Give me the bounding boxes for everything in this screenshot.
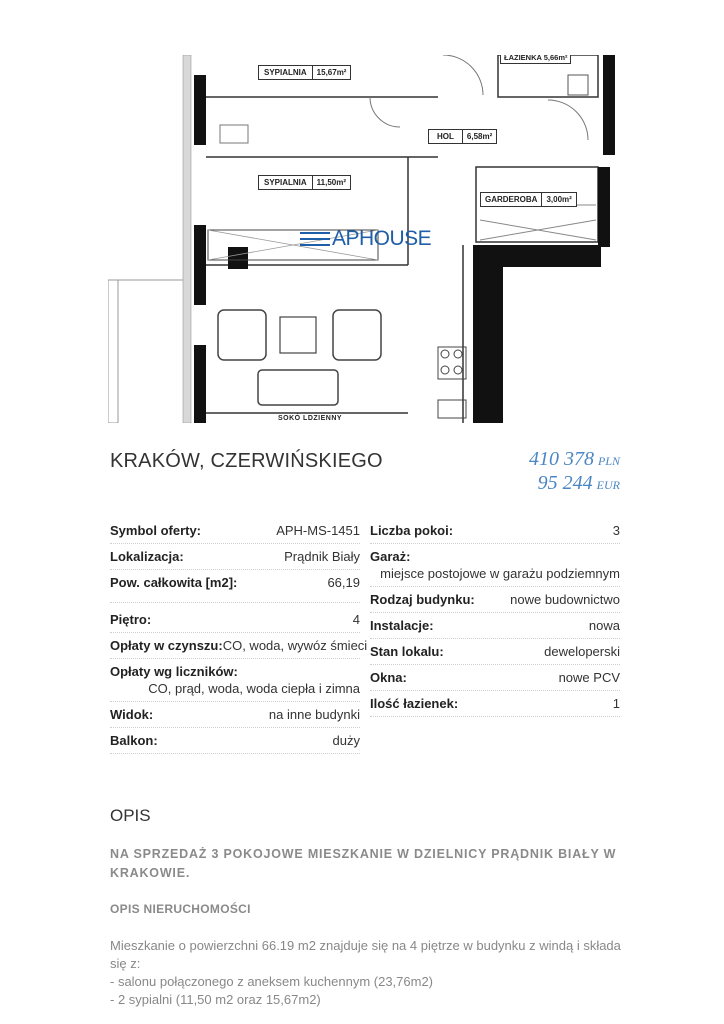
detail-label: Piętro: (110, 612, 152, 627)
description-list-item: - 2 sypialni (11,50 m2 oraz 15,67m2) (110, 992, 321, 1007)
listing-location-title: KRAKÓW, CZERWIŃSKIEGO (110, 450, 383, 472)
detail-pietro (110, 603, 360, 633)
detail-value: Prądnik Biały (284, 549, 360, 564)
description-subtitle: OPIS NIERUCHOMOŚCI (110, 902, 251, 916)
room-area: 15,67m² (316, 68, 347, 77)
detail-symbol-oferty (110, 518, 360, 544)
currency-pln: PLN (597, 454, 620, 468)
detail-value: 66,19 (327, 575, 360, 590)
room-label-sypialnia-1 (258, 65, 351, 80)
detail-okna (370, 665, 620, 691)
detail-instalacje (370, 613, 620, 639)
detail-label: Opłaty wg liczników: (110, 664, 238, 679)
price-pln: 410 378 (528, 448, 594, 470)
logo-stripes-icon (300, 232, 330, 246)
floor-plan-image (108, 55, 648, 423)
section-title-opis: OPIS (110, 806, 151, 825)
detail-value: duży (332, 733, 360, 748)
detail-label: Instalacje: (370, 618, 434, 633)
detail-garaz (370, 544, 620, 587)
detail-label: Liczba pokoi: (370, 523, 454, 538)
room-label-hol (428, 129, 497, 144)
detail-value: CO, prąd, woda, woda ciepła i zimna (148, 681, 360, 696)
detail-balkon (110, 728, 360, 754)
room-name: HOL (429, 130, 463, 143)
room-area: 11,50m² (316, 178, 347, 187)
detail-widok (110, 702, 360, 728)
room-area: 3,00m² (546, 195, 572, 204)
room-label-lazienka: ŁAZIENKA 5,66m² (500, 55, 571, 64)
room-label-salon: SOKÓ LDZIENNY (278, 415, 343, 422)
detail-label: Symbol oferty: (110, 523, 202, 538)
detail-label: Garaż: (370, 549, 411, 564)
detail-value: nowe PCV (558, 670, 620, 685)
detail-value: deweloperski (544, 644, 620, 659)
detail-value: na inne budynki (268, 707, 360, 722)
detail-value: nowa (588, 618, 620, 633)
detail-lokalizacja (110, 544, 360, 570)
detail-oplaty-czynsz (110, 633, 368, 659)
detail-label: Stan lokalu: (370, 644, 444, 659)
detail-ilosc-lazienek (370, 691, 620, 717)
detail-value: 1 (612, 696, 620, 711)
room-label-sypialnia-2 (258, 175, 351, 190)
room-name: SYPIALNIA (259, 176, 313, 189)
detail-stan-lokalu (370, 639, 620, 665)
detail-value: CO, woda, wywóz śmieci (222, 638, 368, 653)
detail-value: 3 (612, 523, 620, 538)
detail-label: Opłaty w czynszu: (110, 638, 223, 653)
detail-rodzaj-budynku (370, 587, 620, 613)
detail-label: Ilość łazienek: (370, 696, 459, 711)
detail-label: Lokalizacja: (110, 549, 184, 564)
detail-value: miejsce postojowe w garażu podziemnym (380, 566, 620, 581)
detail-value: nowe budownictwo (510, 592, 620, 607)
details-left-column (110, 518, 368, 754)
price-eur: 95 244 (537, 472, 593, 494)
price-block (529, 448, 620, 496)
detail-label: Rodzaj budynku: (370, 592, 475, 607)
detail-powierzchnia (110, 570, 360, 603)
room-name: SYPIALNIA (259, 66, 313, 79)
detail-label: Pow. całkowita [m2]: (110, 575, 238, 590)
details-right-column (370, 518, 620, 717)
detail-label: Widok: (110, 707, 154, 722)
room-area: 6,58m² (466, 132, 493, 141)
detail-label: Balkon: (110, 733, 158, 748)
detail-value: 4 (352, 612, 360, 627)
detail-value: APH-MS-1451 (276, 523, 360, 538)
description-paragraph: Mieszkanie o powierzchni 66.19 m2 znajduje się na 4 piętrze w budynku z windą i składa się z: (110, 938, 621, 971)
description-body (110, 937, 630, 1009)
description-lead: NA SPRZEDAŻ 3 POKOJOWE MIESZKANIE W DZIELNICY PRĄDNIK BIAŁY W KRAKOWIE. (110, 847, 617, 880)
detail-liczba-pokoi (370, 518, 620, 544)
aphouse-logo (300, 227, 431, 251)
detail-oplaty-liczniki (110, 659, 360, 702)
room-label-garderoba (480, 192, 577, 207)
room-name: GARDEROBA (481, 193, 542, 206)
currency-eur: EUR (596, 478, 620, 492)
logo-text: APHOUSE (332, 227, 432, 250)
detail-label: Okna: (370, 670, 407, 685)
description-list-item: - salonu połączonego z aneksem kuchennym (23,76m2) (110, 974, 434, 989)
